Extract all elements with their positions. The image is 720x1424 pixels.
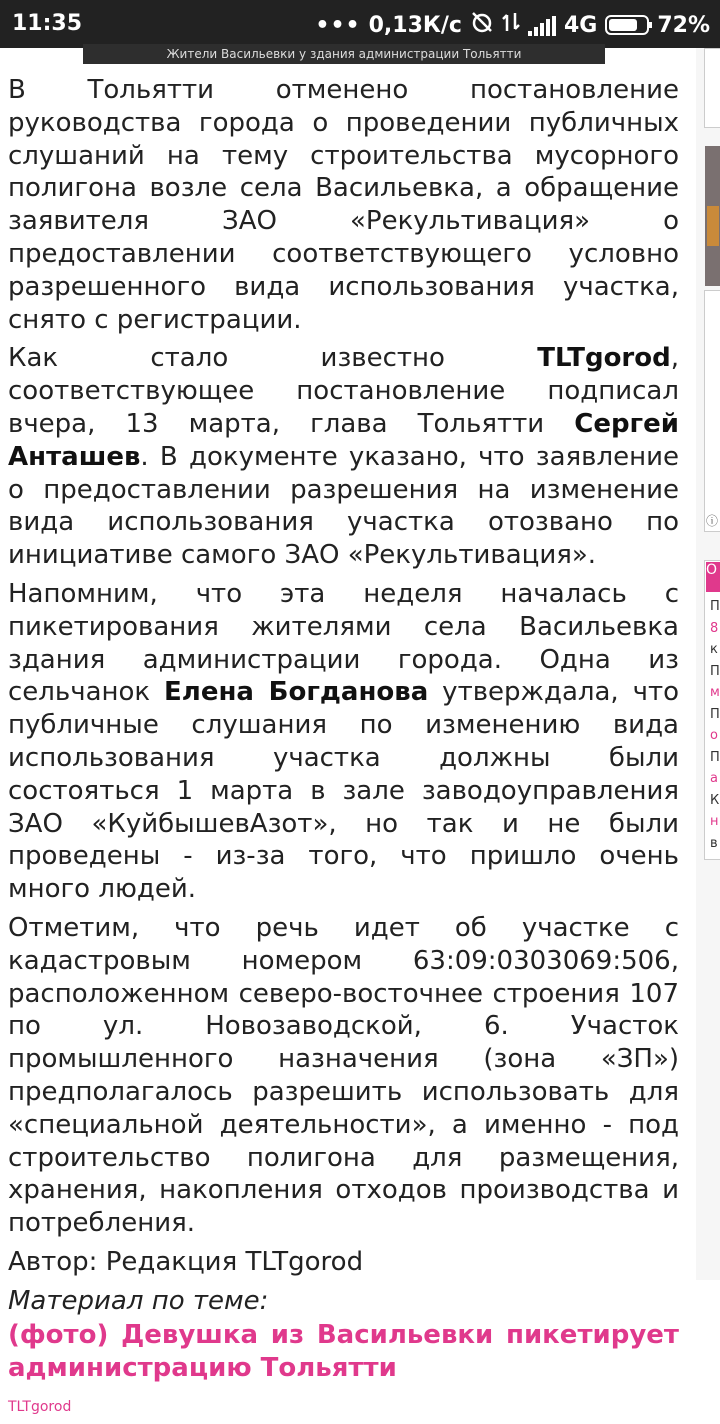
image-caption: Жители Васильевки у здания администрации Тольятти [83, 44, 605, 64]
person-name-bold: Сергей Анташев [8, 408, 679, 472]
sidebar-letter: П [710, 749, 720, 765]
network-type: 4G [563, 12, 598, 38]
person-name-bold: Елена Богданова [164, 677, 429, 708]
sidebar-card-top[interactable] [704, 48, 720, 128]
sidebar-letter: о [710, 728, 718, 743]
status-time: 11:35 [12, 11, 83, 36]
article-paragraph-1: В Тольятти отменено постановление руководства города о проведении публичных слушаний на тему строительства мусорного полигона возле села Васильевка, а обращение заявителя ЗАО «Рекультивация» о предоставлении соответствующего условно разрешенного вида использования участка, снято с регистрации. [8, 75, 679, 335]
signal-icon [528, 16, 556, 36]
sidebar-letter: м [710, 685, 720, 700]
sidebar-letter: П [710, 706, 720, 722]
sidebar-letter: 8 [710, 620, 719, 636]
sidebar-badge: О [706, 562, 720, 592]
article-author: Автор: Редакция TLTgorod [8, 1246, 364, 1277]
sidebar-letter: в [710, 835, 718, 851]
related-label: Материал по теме: [8, 1285, 269, 1316]
article-body [8, 74, 679, 1424]
sidebar-letter: К [710, 792, 720, 808]
battery-icon [605, 15, 649, 35]
text-span: . В документе указано, что заявление о предоставлении разрешения на изменение вида использования участка отозвано по инициативе самого ЗАО «Рекультивация». [8, 441, 679, 571]
text-span: Напомним, что эта неделя началась с пикетирования жителями села Васильевка здания администрации города. Одна из сельчанок [8, 578, 679, 708]
info-icon[interactable]: ⓘ [706, 514, 719, 528]
status-bar [0, 0, 720, 48]
data-transfer-icon [502, 11, 520, 39]
article-paragraph-3 [8, 578, 679, 906]
sidebar-letter: н [710, 814, 719, 829]
article-paragraph-2 [8, 342, 679, 572]
source-name-bold: TLTgorod [537, 343, 671, 374]
text-span: утверждала, что публичные слушания по изменению вида использования участка должны были состояться 1 марта в зале заводоуправления ЗАО «КуйбышевАзот», но так и не были проведены - из-за того, что пришло очень много людей. [8, 677, 679, 905]
battery-percent: 72% [657, 12, 710, 38]
alarm-off-icon [470, 11, 494, 39]
sidebar-letter: к [710, 642, 718, 657]
text-span: , соответствующее постановление подписал вчера, 13 марта, глава Тольятти [8, 343, 679, 439]
network-speed: 0,13К/с [368, 12, 462, 38]
related-article-link[interactable]: (фото) Девушка из Васильевки пикетирует администрацию Тольятти [8, 1320, 679, 1384]
sidebar-letter: П [710, 663, 720, 679]
text-span: Как стало известно [8, 343, 538, 374]
sidebar-letter: П [710, 599, 720, 614]
sidebar-card-mid[interactable] [704, 290, 720, 532]
article-paragraph-4: Отметим, что речь идет об участке с кадастровым номером 63:09:0303069:506, расположенном северо-восточнее строения 107 по ул. Новозаводской, 6. Участок промышленного назначения (зона «ЗП») предполагалось разрешить использовать для «специальной деятельности», а именно - под строительство полигона для размещения, хранения, накопления отходов производства и потребления. [8, 912, 679, 1239]
status-icons [315, 11, 710, 39]
related-source[interactable]: TLTgorod [8, 1399, 72, 1416]
sidebar-image[interactable] [705, 146, 720, 286]
more-notifications-icon: ••• [315, 12, 361, 38]
sidebar-news-fragment[interactable] [710, 596, 720, 854]
sidebar-letter: а [710, 771, 718, 786]
